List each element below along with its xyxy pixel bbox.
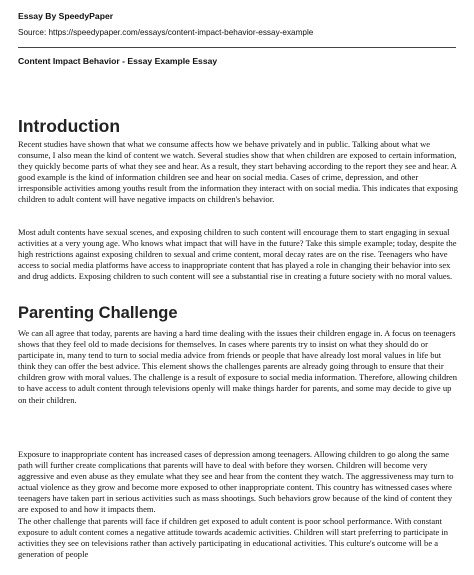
brand-label: Essay By SpeedyPaper (18, 11, 114, 21)
heading-introduction: Introduction (18, 116, 121, 136)
source-line: Source: https://speedypaper.com/essays/content-impact-behavior-essay-example (18, 28, 314, 37)
paragraph: Exposure to inappropriate content has increased cases of depression among teenagers. Allowing children to go along the same path will further create complications that parents will have to deal with before they worsen. Children will become very aggressive and even abuse as they emulate what they see and hear from the content they watch. The aggressiveness may turn to actual violence as they grow and become more exposed to other inappropriate content. This country has witnessed cases where teenagers have taken part in serious activities such as mass shootings. Such behaviors grow because of the kind of content they are exposed to and how it impacts them. (18, 449, 454, 515)
paragraph: Most adult contents have sexual scenes, and exposing children to such content will encourage them to start engaging in sexual activities at a very young age. Who knows what impact that will have in the future? Take this simple example; today, despite the high restrictions against exposing children to sexual and crime content, moral decay rates are on the rise. Teenagers who have access to social media platforms have access to inappropriate content that has played a role in changing their behavior into sex and drug addicts. Exposing children to such content will see a substantial rise in creating a future society with no moral values. (18, 227, 457, 282)
document-title: Content Impact Behavior - Essay Example Essay (18, 56, 218, 66)
header-divider (18, 47, 456, 48)
paragraph: Recent studies have shown that what we consume affects how we behave privately and in public. Talking about what we consume, I also mean the kind of content we watch. Several studies show that when children are exposed to certain information, they quickly become parts of what they see and hear. As a result, they start behaving according to the report they see and hear. A good example is the kind of information children see and hear on social media. Cases of crime, depression, and other irresponsible activities among youths result from the information they interact with on social media. This indicates that exposing children to adult content will have negative impacts on children's behavior. (18, 139, 458, 205)
paragraph: The other challenge that parents will face if children get exposed to adult content is poor school performance. With constant exposure to adult content comes a negative attitude towards academic activities. Children will start preferring to participate in activities they see on televisions rather than actively participating in educational activities. This culture's outcome will be a generation of people (18, 516, 449, 560)
paragraph: We can all agree that today, parents are having a hard time dealing with the issues their children engage in. A focus on teenagers shows that they feel old to made decisions for themselves. In cases where parents try to insist on what they should do or participate in, many tend to turn to social media advice from friends or people that have already lost moral values in life but think they can offer the best advice. This element shows the challenges parents are already going through to ensure that their children grow with moral values. The challenge is a result of exposure to social media information. Therefore, allowing children to have access to adult content through televisions openly will make things harder for parents, and some may decide to give up on their children. (18, 328, 458, 405)
heading-parenting-challenge: Parenting Challenge (18, 304, 178, 322)
